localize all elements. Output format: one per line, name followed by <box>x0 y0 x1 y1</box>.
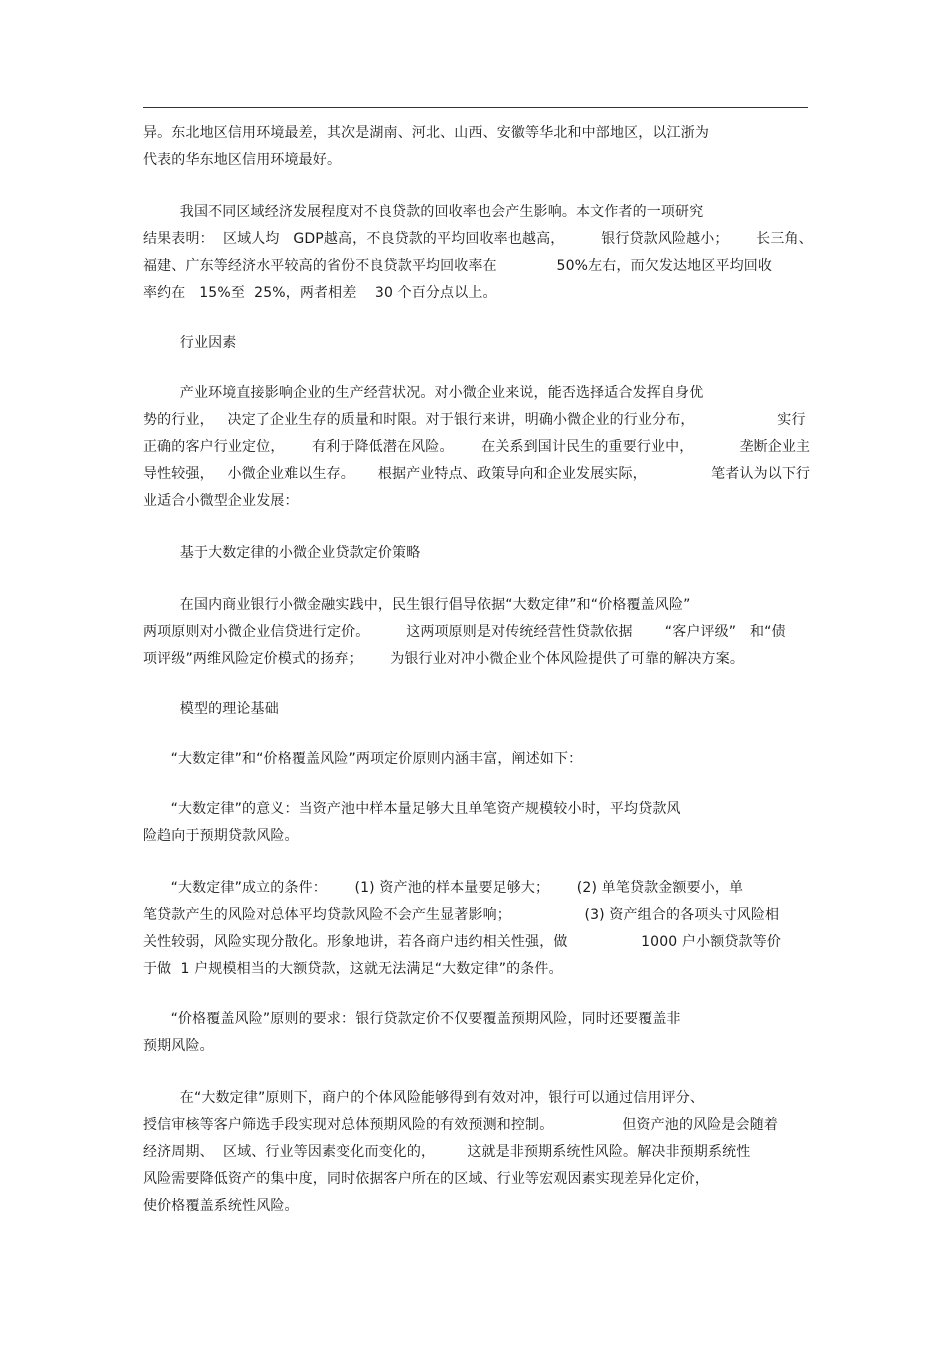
section-heading: 行业因素 <box>143 335 237 351</box>
text-line: 异。东北地区信用环境最差，其次是湖南、河北、山西、安徽等华北和中部地区，以江浙为 <box>143 125 709 141</box>
header-rule <box>143 107 808 108</box>
text-line: 势的行业， 决定了企业生存的质量和时限。对于银行来讲，明确小微企业的行业分布， 实行 <box>143 412 806 428</box>
section-heading: 模型的理论基础 <box>143 701 279 717</box>
section-heading: 基于大数定律的小微企业贷款定价策略 <box>143 545 421 561</box>
text-line: 授信审核等客户筛选手段实现对总体预期风险的有效预测和控制。 但资产池的风险是会随着 <box>143 1117 779 1133</box>
text-line: 于做 1 户规模相当的大额贷款，这就无法满足“大数定律”的条件。 <box>143 961 563 977</box>
text-line: 我国不同区域经济发展程度对不良贷款的回收率也会产生影响。本文作者的一项研究 <box>143 204 704 220</box>
text-line: 关性较弱，风险实现分散化。形象地讲，若各商户违约相关性强，做 1000 户小额贷款等价 <box>143 934 781 950</box>
text-line: 导性较强， 小微企业难以生存。 根据产业特点、政策导向和企业发展实际， 笔者认为以下行 <box>143 466 811 482</box>
text-line: 在国内商业银行小微金融实践中，民生银行倡导依据“大数定律”和“价格覆盖风险” <box>143 597 691 613</box>
text-line: 经济周期、 区域、行业等因素变化而变化的， 这就是非预期系统性风险。解决非预期系统性 <box>143 1144 751 1160</box>
text-line: 笔贷款产生的风险对总体平均贷款风险不会产生显著影响； (3) 资产组合的各项头寸风险相 <box>143 907 780 923</box>
text-line: 产业环境直接影响企业的生产经营状况。对小微企业来说，能否选择适合发挥自身优 <box>143 385 704 401</box>
text-line: “大数定律”和“价格覆盖风险”两项定价原则内涵丰富，阐述如下： <box>143 751 583 767</box>
text-line: 结果表明： 区域人均 GDP越高，不良贷款的平均回收率也越高， 银行贷款风险越小； 长三角、 <box>143 231 813 247</box>
text-line: 在“大数定律”原则下，商户的个体风险能够得到有效对冲，银行可以通过信用评分、 <box>143 1090 705 1106</box>
text-line: “大数定律”成立的条件： (1) 资产池的样本量要足够大； (2) 单笔贷款金额要小，单 <box>143 880 744 896</box>
text-line: 率约在 15%至 25%，两者相差 30 个百分点以上。 <box>143 285 497 301</box>
text-line: 项评级”两维风险定价模式的扬弃； 为银行业对冲小微企业个体风险提供了可靠的解决方案。 <box>143 651 745 667</box>
text-line: “大数定律”的意义：当资产池中样本量足够大且单笔资产规模较小时，平均贷款风 <box>143 801 681 817</box>
text-line: 代表的华东地区信用环境最好。 <box>143 152 342 168</box>
text-line: 正确的客户行业定位， 有利于降低潜在风险。 在关系到国计民生的重要行业中， 垄断企业主 <box>143 439 811 455</box>
text-line: 险趋向于预期贷款风险。 <box>143 828 299 844</box>
text-line: 两项原则对小微企业信贷进行定价。 这两项原则是对传统经营性贷款依据 “客户评级” 和“债 <box>143 624 786 640</box>
text-line: 风险需要降低资产的集中度，同时依据客户所在的区域、行业等宏观因素实现差异化定价， <box>143 1171 709 1187</box>
text-line: 使价格覆盖系统性风险。 <box>143 1198 299 1214</box>
text-line: “价格覆盖风险”原则的要求：银行贷款定价不仅要覆盖预期风险，同时还要覆盖非 <box>143 1011 681 1027</box>
text-line: 预期风险。 <box>143 1038 214 1054</box>
text-line: 业适合小微型企业发展： <box>143 493 299 509</box>
text-line: 福建、广东等经济水平较高的省份不良贷款平均回收率在 50%左右，而欠发达地区平均回收 <box>143 258 773 274</box>
